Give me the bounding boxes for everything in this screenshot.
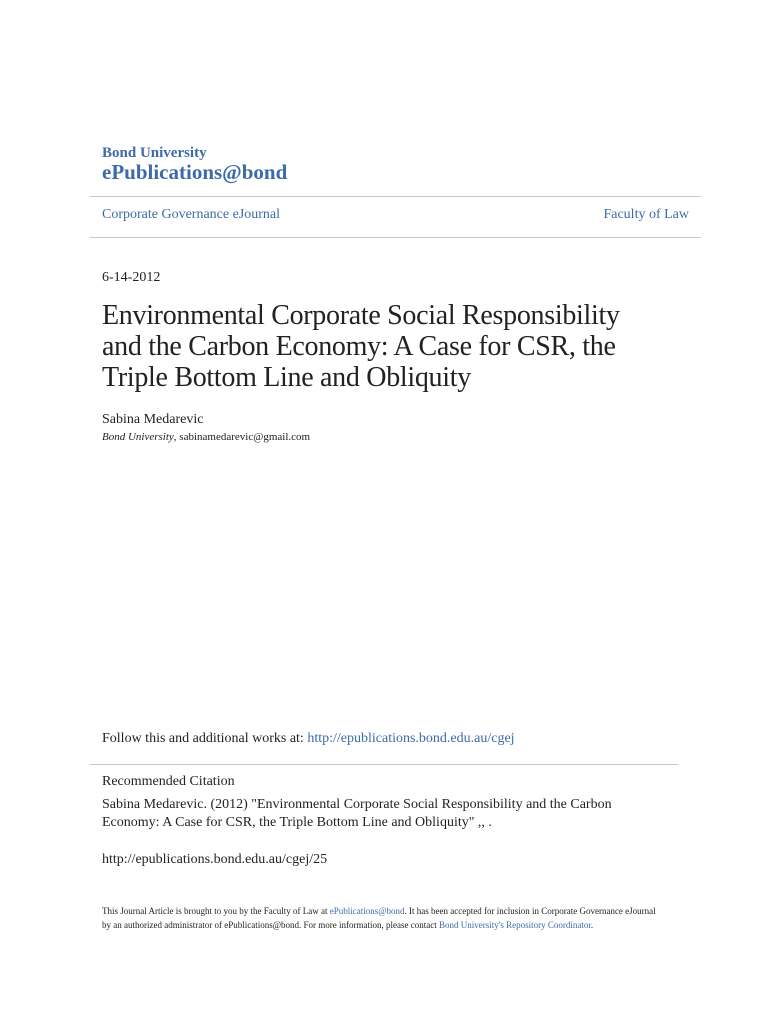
top-divider (90, 196, 701, 197)
affiliation-name: Bond University (102, 431, 174, 443)
nav-divider (90, 237, 701, 238)
footer-coordinator-link[interactable]: Bond University's Repository Coordinator (438, 920, 591, 930)
citation-divider (90, 764, 678, 765)
follow-text: Follow this and additional works at: (102, 731, 308, 746)
author-email: , sabinamedarevic@gmail.com (173, 431, 311, 443)
footer-notice (102, 904, 662, 932)
citation-text: Sabina Medarevic. (2012) "Environmental Corporate Social Responsibility and the Carbon Economy: A Case for CSR, the Triple Bottom Line and Obliquity" ,, . (102, 797, 612, 830)
follow-line (102, 731, 515, 747)
publication-date: 6-14-2012 (102, 270, 161, 285)
footer-repository-link[interactable]: ePublications@bond (329, 906, 405, 916)
footer-text-1: This Journal Article is brought to you by the Faculty of Law at (102, 906, 330, 916)
faculty-link[interactable]: Faculty of Law (603, 207, 689, 222)
repository-name[interactable]: ePublications@bond (102, 160, 288, 184)
author-name: Sabina Medarevic (102, 412, 204, 427)
collection-url-link[interactable]: http://epublications.bond.edu.au/cgej (307, 731, 515, 746)
journal-link[interactable]: Corporate Governance eJournal (102, 207, 281, 222)
article-title: Environmental Corporate Social Responsibility and the Carbon Economy: A Case for CSR, the Triple Bottom Line and Obliquity (102, 300, 620, 393)
citation-heading: Recommended Citation (102, 774, 235, 789)
citation-url: http://epublications.bond.edu.au/cgej/25 (102, 852, 328, 867)
author-affiliation (102, 431, 310, 443)
footer-text-2: . It has been accepted for inclusion in Corporate Governance eJournal by an authorized administrator of ePublications@bond. For more information, please contact (102, 906, 656, 930)
university-name: Bond University (102, 145, 207, 161)
footer-text-3: . (590, 920, 594, 930)
